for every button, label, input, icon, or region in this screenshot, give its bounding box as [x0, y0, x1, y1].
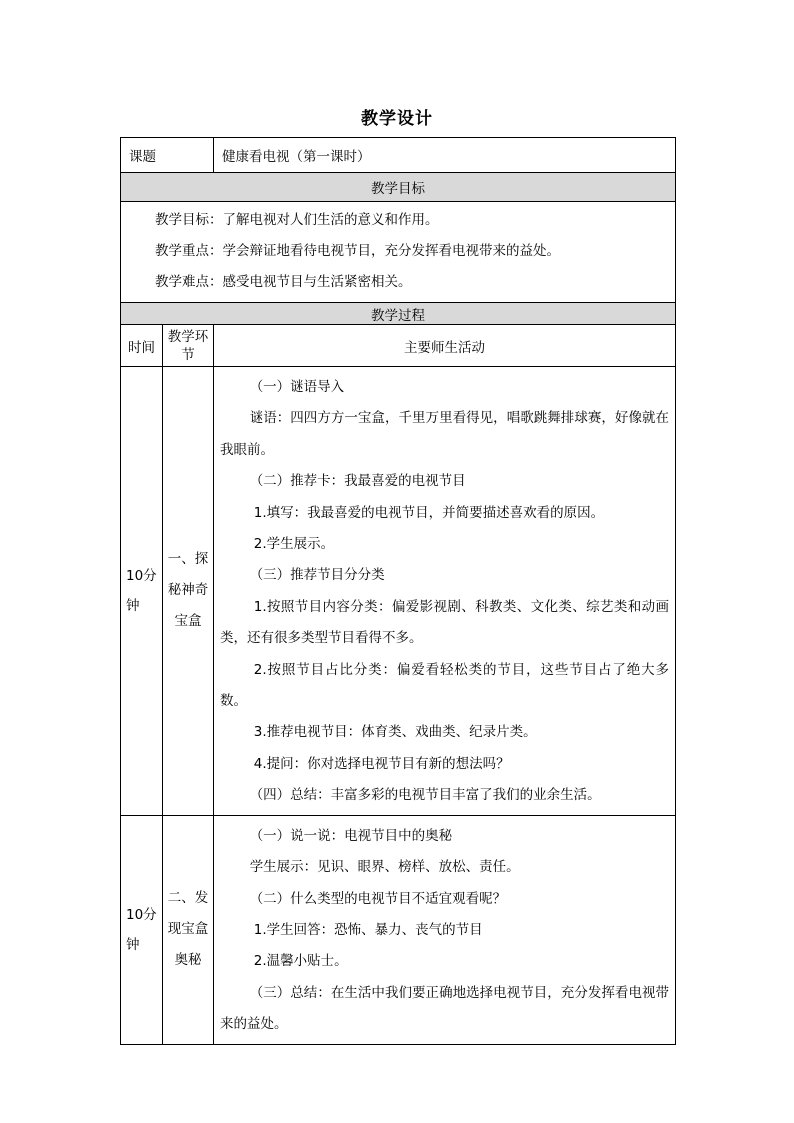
process-header: 教学过程	[121, 303, 676, 325]
section-row-1	[121, 367, 676, 816]
objective-difficulty: 教学难点：感受电视节目与生活紧密相关。	[155, 274, 412, 290]
activity-line: （一）说一说：电视节目中的奥秘	[249, 827, 453, 844]
section-1-time: 10分钟	[121, 367, 163, 816]
activity-line: （二）什么类型的电视节目不适宜观看呢？	[249, 890, 507, 907]
section-2-activities	[214, 815, 676, 1044]
column-stage: 教学环节	[163, 325, 214, 367]
activity-line: 2.按照节目占比分类：偏爱看轻松类的节目，这些节目占了绝大多数。	[220, 661, 669, 710]
objective-key-point: 教学重点：学会辩证地看待电视节目，充分发挥看电视带来的益处。	[155, 243, 560, 259]
objectives-row	[121, 202, 676, 303]
activity-line: 2.温馨小贴士。	[253, 953, 348, 970]
activity-line: （二）推荐卡：我最喜爱的电视节目	[249, 473, 466, 490]
activity-line: 学生展示：见识、眼界、榜样、放松、责任。	[249, 859, 520, 876]
activity-line: 1.学生回答：恐怖、暴力、丧气的节目	[253, 921, 483, 938]
objectives-header: 教学目标	[121, 173, 676, 202]
section-1-activities	[214, 367, 676, 816]
topic-label: 课题	[121, 138, 214, 173]
section-row-2	[121, 815, 676, 1044]
column-time: 时间	[121, 325, 163, 367]
section-1-stage: 一、探秘神奇宝盒	[163, 367, 214, 816]
section-2-stage: 二、发现宝盒奥秘	[163, 815, 214, 1044]
activity-line: 2.学生展示。	[253, 536, 335, 553]
activity-line: 3.推荐电视节目：体育类、戏曲类、纪录片类。	[253, 724, 537, 741]
section-2-time: 10分钟	[121, 815, 163, 1044]
activity-line: （四）总结：丰富多彩的电视节目丰富了我们的业余生活。	[249, 787, 601, 804]
column-header-row	[121, 325, 676, 367]
activity-line: 1.按照节目内容分类：偏爱影视剧、科教类、文化类、综艺类和动画类，还有很多类型节目看得不多。	[220, 598, 669, 647]
activity-line: （三）推荐节目分分类	[249, 567, 385, 584]
activity-line: 1.填写：我最喜爱的电视节目，并简要描述喜欢看的原因。	[253, 504, 605, 521]
topic-row	[121, 138, 676, 173]
topic-value: 健康看电视（第一课时）	[214, 138, 676, 173]
activity-line: （一）谜语导入	[249, 379, 345, 395]
document-title: 教学设计	[361, 109, 433, 129]
lesson-plan-table	[120, 137, 676, 1045]
objective-goal: 教学目标：了解电视对人们生活的意义和作用。	[155, 212, 439, 228]
activity-line: （三）总结：在生活中我们要正确地选择电视节目，充分发挥看电视带来的益处。	[220, 984, 669, 1033]
activity-line: 谜语：四四方方一宝盒，千里万里看得见，唱歌跳舞排球赛，好像就在我眼前。	[220, 410, 669, 458]
activity-line: 4.提问：你对选择电视节目有新的想法吗？	[253, 755, 510, 772]
column-activity: 主要师生活动	[214, 325, 676, 367]
